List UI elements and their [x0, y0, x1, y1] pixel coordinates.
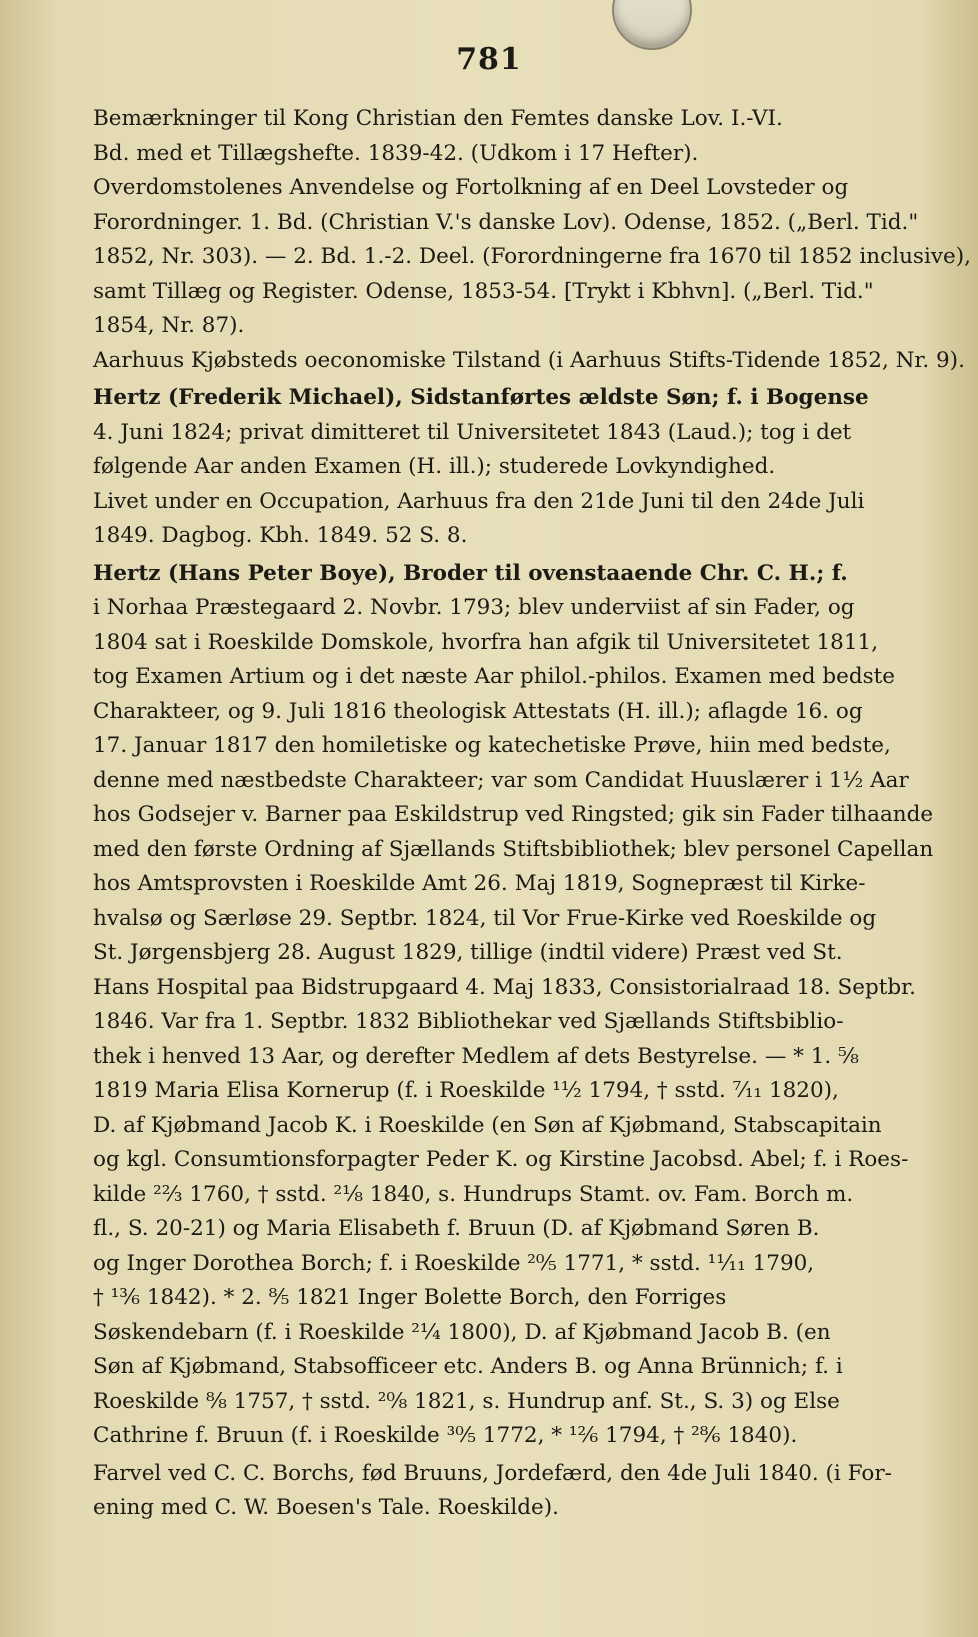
- text-line: 4. Juni 1824; privat dimitteret til Universitetet 1843 (Laud.); tog i det: [93, 419, 852, 445]
- text-line: hvalsø og Særløse 29. Septbr. 1824, til Vor Frue-Kirke ved Roeskilde og: [93, 905, 877, 931]
- text-line: hos Amtsprovsten i Roeskilde Amt 26. Maj 1819, Sognepræst til Kirke-: [93, 871, 866, 896]
- text-line: St. Jørgensbjerg 28. August 1829, tillige (indtil videre) Præst ved St.: [93, 940, 843, 965]
- text-line: 1819 Maria Elisa Kornerup (f. i Roeskilde ¹¹⁄₂ 1794, † sstd. ⁷⁄₁₁ 1820),: [93, 1078, 839, 1103]
- text-line: Cathrine f. Bruun (f. i Roeskilde ³⁰⁄₅ 1772, * ¹²⁄₆ 1794, † ²⁸⁄₆ 1840).: [93, 1423, 798, 1448]
- text-line: følgende Aar anden Examen (H. ill.); studerede Lovkyndighed.: [93, 454, 776, 479]
- text-line: † ¹³⁄₆ 1842). * 2. ⁸⁄₅ 1821 Inger Bolette Borch, den Forriges: [93, 1285, 727, 1310]
- text-line: denne med næstbedste Charakteer; var som Candidat Huuslærer i 1½ Aar: [93, 767, 909, 793]
- text-line: og Inger Dorothea Borch; f. i Roeskilde ²⁰⁄₅ 1771, * sstd. ¹¹⁄₁₁ 1790,: [93, 1250, 815, 1276]
- text-line: Charakteer, og 9. Juli 1816 theologisk Attestats (H. ill.); aflagde 16. og: [93, 698, 863, 724]
- text-line: samt Tillæg og Register. Odense, 1853-54. [Trykt i Kbhvn]. („Berl. Tid.": [93, 278, 874, 304]
- text-line: kilde ²²⁄₃ 1760, † sstd. ²¹⁄₈ 1840, s. Hundrups Stamt. ov. Fam. Borch m.: [93, 1181, 854, 1207]
- text-line: Overdomstolenes Anvendelse og Fortolkning af en Deel Lovsteder og: [93, 175, 849, 200]
- page-text: [93, 102, 971, 1526]
- entry-heading-line: Hertz (Frederik Michael), Sidstanførtes ældste Søn; f. i Bogense: [93, 385, 869, 410]
- entry-heading-line: Hertz (Hans Peter Boye), Broder til ovenstaaende Chr. C. H.; f.: [93, 560, 848, 586]
- text-line: Bd. med et Tillægshefte. 1839-42. (Udkom i 17 Hefter).: [93, 140, 699, 166]
- text-line: med den første Ordning af Sjællands Stiftsbibliothek; blev personel Capellan: [93, 836, 934, 862]
- text-line: thek i henved 13 Aar, og derefter Medlem af dets Bestyrelse. — * 1. ⁵⁄₈: [93, 1043, 859, 1069]
- text-line: Aarhuus Kjøbsteds oeconomiske Tilstand (i Aarhuus Stifts-Tidende 1852, Nr. 9).: [93, 347, 965, 373]
- text-line: i Norhaa Præstegaard 2. Novbr. 1793; blev underviist af sin Fader, og: [93, 595, 855, 620]
- text-line: Livet under en Occupation, Aarhuus fra den 21de Juni til den 24de Juli: [93, 488, 865, 514]
- page-number: 781: [456, 42, 522, 77]
- text-line: Søn af Kjøbmand, Stabsofficeer etc. Anders B. og Anna Brünnich; f. i: [93, 1354, 843, 1379]
- text-line: og kgl. Consumtionsforpagter Peder K. og Kirstine Jacobsd. Abel; f. i Roes-: [93, 1147, 909, 1172]
- text-line: Roeskilde ⁸⁄₈ 1757, † sstd. ²⁰⁄₈ 1821, s. Hundrup anf. St., S. 3) og Else: [93, 1388, 840, 1414]
- text-line: 1849. Dagbog. Kbh. 1849. 52 S. 8.: [93, 523, 468, 548]
- text-line: 1854, Nr. 87).: [93, 313, 245, 338]
- text-line: fl., S. 20-21) og Maria Elisabeth f. Bruun (D. af Kjøbmand Søren B.: [93, 1216, 820, 1241]
- text-line: 1804 sat i Roeskilde Domskole, hvorfra han afgik til Universitetet 1811,: [93, 629, 879, 655]
- text-line: Farvel ved C. C. Borchs, fød Bruuns, Jordefærd, den 4de Juli 1840. (i For-: [93, 1460, 892, 1486]
- text-line: Forordninger. 1. Bd. (Christian V.'s danske Lov). Odense, 1852. („Berl. Tid.": [93, 209, 919, 235]
- text-line: Hans Hospital paa Bidstrupgaard 4. Maj 1833, Consistorialraad 18. Septbr.: [93, 974, 916, 1000]
- text-line: hos Godsejer v. Barner paa Eskildstrup ved Ringsted; gik sin Fader tilhaande: [93, 802, 934, 827]
- text-line: 1846. Var fra 1. Septbr. 1832 Bibliothekar ved Sjællands Stiftsbiblio-: [93, 1009, 844, 1034]
- text-line: Søskendebarn (f. i Roeskilde ²¹⁄₄ 1800), D. af Kjøbmand Jacob B. (en: [93, 1319, 831, 1345]
- text-line: Bemærkninger til Kong Christian den Femtes danske Lov. I.-VI.: [93, 106, 783, 131]
- text-line: tog Examen Artium og i det næste Aar philol.-philos. Examen med bedste: [93, 664, 896, 689]
- text-line: D. af Kjøbmand Jacob K. i Roeskilde (en Søn af Kjøbmand, Stabscapitain: [93, 1112, 882, 1138]
- text-line: ening med C. W. Boesen's Tale. Roeskilde).: [93, 1495, 559, 1520]
- text-line: 17. Januar 1817 den homiletiske og katechetiske Prøve, hiin med bedste,: [93, 733, 891, 758]
- text-line: 1852, Nr. 303). — 2. Bd. 1.-2. Deel. (Forordningerne fra 1670 til 1852 inclusive),: [93, 244, 971, 269]
